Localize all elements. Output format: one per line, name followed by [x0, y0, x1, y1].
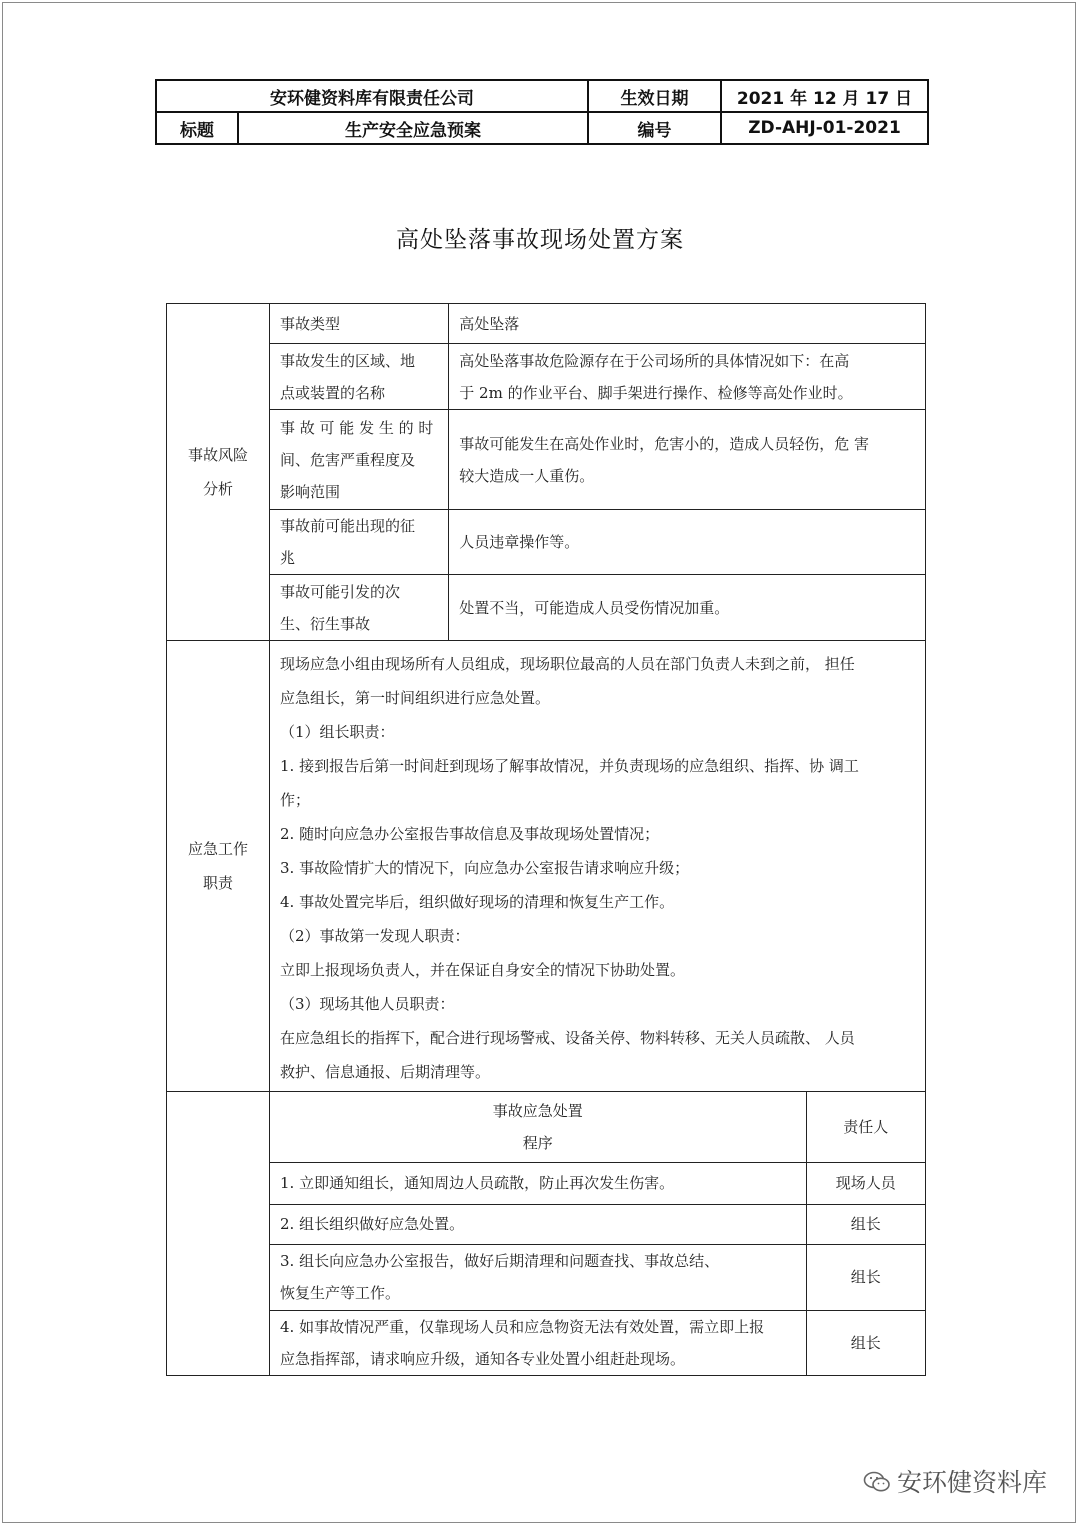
watermark — [863, 1463, 1047, 1499]
procedure-table — [270, 1092, 925, 1375]
title-value: 生产安全应急预案 — [238, 112, 588, 144]
risk-desc: 高处坠落事故危险源存在于公司场所的具体情况如下：在高 于 2m 的作业平台、脚手架进行操作、检修等高处作业时。 — [449, 344, 926, 410]
procedure-step: 4. 如事故情况严重，仅靠现场人员和应急物资无法有效处置，需立即上报 应急指挥部，请求响应升级，通知各专业处置小组赶赴现场。 — [270, 1310, 806, 1375]
plan-table — [166, 303, 926, 1376]
procedure-responsible: 组长 — [806, 1310, 925, 1375]
procedure-header: 事故应急处置 程序 — [270, 1092, 806, 1162]
header-table — [155, 79, 929, 145]
code-label: 编号 — [588, 112, 721, 144]
risk-desc: 处置不当，可能造成人员受伤情况加重。 — [449, 575, 926, 641]
code-value: ZD-AHJ-01-2021 — [721, 112, 928, 144]
risk-item: 事故可能引发的次 生、衍生事故 — [270, 575, 449, 641]
wechat-icon — [863, 1471, 891, 1493]
emergency-duty-label: 应急工作 职责 — [167, 641, 270, 1092]
risk-item: 事故前可能出现的征 兆 — [270, 510, 449, 575]
risk-desc: 高处坠落 — [449, 304, 926, 344]
document-page — [2, 2, 1076, 1523]
procedure-responsible: 现场人员 — [806, 1162, 925, 1204]
procedure-responsible: 组长 — [806, 1204, 925, 1244]
effective-date-value: 2021 年 12 月 17 日 — [721, 80, 928, 112]
procedure-step: 1. 立即通知组长，通知周边人员疏散，防止再次发生伤害。 — [270, 1162, 806, 1204]
responsible-header: 责任人 — [806, 1092, 925, 1162]
procedure-step: 3. 组长向应急办公室报告，做好后期清理和问题查找、事故总结、 恢复生产等工作。 — [270, 1244, 806, 1310]
page-title: 高处坠落事故现场处置方案 — [396, 227, 684, 253]
risk-desc: 人员违章操作等。 — [449, 510, 926, 575]
company-name: 安环健资料库有限责任公司 — [156, 80, 588, 112]
procedure-step: 2. 组长组织做好应急处置。 — [270, 1204, 806, 1244]
emergency-duty-text: 现场应急小组由现场所有人员组成，现场职位最高的人员在部门负责人未到之前， 担任 应急组长，第一时间组织进行应急处置。 （1）组长职责： 1. 接到报告后第一时间赶到现场了解事故情况，并负责现场的应急组织、指挥、协 调工 作； 2. 随时向应急办公室报告事故信息及事故现场处置情况； 3. 事故险情扩大的情况下，向应急办公室报告请求响应升级； 4. 事故处置完毕后，组织做好现场的清理和恢复生产工作。 （2）事故第一发现人职责： 立即上报现场负责人，并在保证自身安全的情况下协助处置。 （3）现场其他人员职责： 在应急组长的指挥下，配合进行现场警戒、设备关停、物料转移、无关人员疏散、 人员 救护、信息通报、后期清理等。 — [270, 641, 926, 1092]
procedure-responsible: 组长 — [806, 1244, 925, 1310]
effective-date-label: 生效日期 — [588, 80, 721, 112]
procedure-cell — [270, 1092, 926, 1376]
risk-item: 事故发生的区域、地 点或装置的名称 — [270, 344, 449, 410]
watermark-text: 安环健资料库 — [896, 1468, 1047, 1497]
risk-desc: 事故可能发生在高处作业时，危害小的，造成人员轻伤，危 害 较大造成一人重伤。 — [449, 410, 926, 510]
risk-item: 事故类型 — [270, 304, 449, 344]
risk-analysis-label: 事故风险 分析 — [167, 304, 270, 641]
procedure-label-cell — [167, 1092, 270, 1376]
title-label: 标题 — [156, 112, 238, 144]
risk-item: 事 故 可 能 发 生 的 时 间、危害严重程度及 影响范围 — [270, 410, 449, 510]
